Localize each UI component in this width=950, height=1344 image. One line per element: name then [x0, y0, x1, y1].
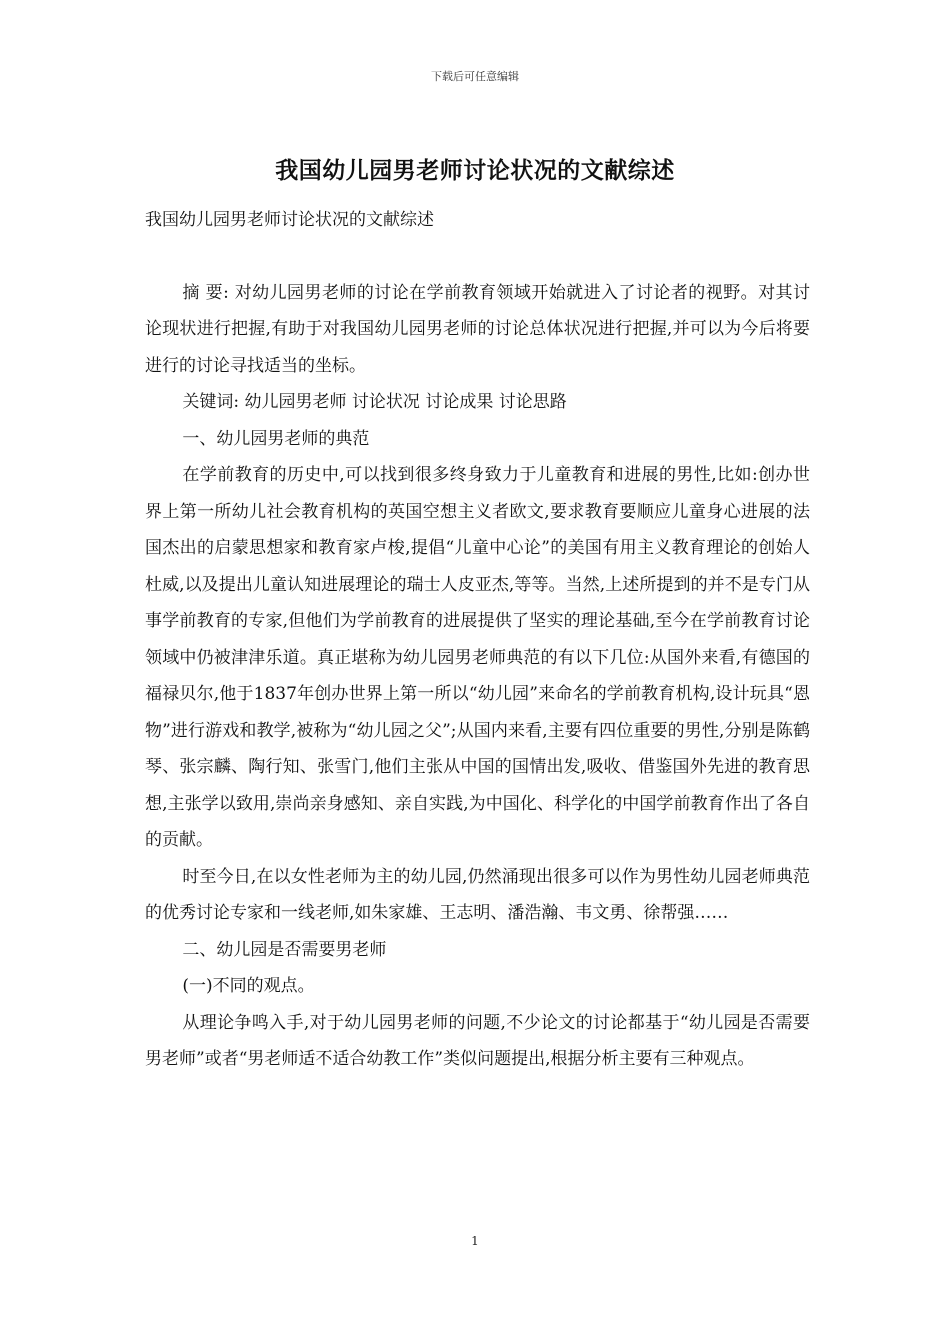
keywords-line: 关键词: 幼儿园男老师 讨论状况 讨论成果 讨论思路 — [182, 392, 567, 412]
section1-paragraph-1: 在学前教育的历史中,可以找到很多终身致力于儿童教育和进展的男性,比如:创办世界上第一所幼儿社会教育机构的英国空想主义者欧文,要求教育要顺应儿童身心进展的法国杰出的启蒙思想家和教育家卢梭,提倡“儿童中心论”的美国有用主义教育理论的创始人杜威,以及提出儿童认知进展理论的瑞士人皮亚杰,等等。当然,上述所提到的并不是专门从事学前教育的专家,但他们为学前教育的进展提供了坚实的理论基础,至今在学前教育讨论领域中仍被津津乐道。真正堪称为幼儿园男老师典范的有以下几位:从国外来看,有德国的福禄贝尔,他于1837年创办世界上第一所以“幼儿园”来命名的学前教育机构,设计玩具“恩物”进行游戏和教学,被称为“幼儿园之父”;从国内来看,主要有四位重要的男性,分别是陈鹤琴、张宗麟、陶行知、张雪门,他们主张从中国的国情出发,吸收、借鉴国外先进的教育思想,主张学以致用,崇尚亲身感知、亲自实践,为中国化、科学化的中国学前教育作出了各自的贡献。 — [145, 465, 810, 850]
document-body — [145, 202, 810, 1078]
document-subtitle: 我国幼儿园男老师讨论状况的文献综述 — [145, 210, 434, 230]
header-note: 下载后可任意编辑 — [431, 70, 519, 83]
section2-subheading-1: (一)不同的观点。 — [182, 976, 315, 996]
document-title: 我国幼儿园男老师讨论状况的文献综述 — [275, 157, 675, 184]
section2-paragraph-1: 从理论争鸣入手,对于幼儿园男老师的问题,不少论文的讨论都基于“幼儿园是否需要男老师”或者“男老师适不适合幼教工作”类似问题提出,根据分析主要有三种观点。 — [145, 1012, 810, 1069]
abstract-paragraph: 摘 要: 对幼儿园男老师的讨论在学前教育领域开始就进入了讨论者的视野。对其讨论现状进行把握,有助于对我国幼儿园男老师的讨论总体状况进行把握,并可以为今后将要进行的讨论寻找适当的坐标。 — [145, 282, 810, 376]
section-heading-2: 二、幼儿园是否需要男老师 — [182, 939, 387, 960]
section1-paragraph-2: 时至今日,在以女性老师为主的幼儿园,仍然涌现出很多可以作为男性幼儿园老师典范的优秀讨论专家和一线老师,如朱家雄、王志明、潘浩瀚、韦文勇、徐帮强…… — [145, 866, 810, 923]
section-heading-1: 一、幼儿园男老师的典范 — [182, 428, 370, 449]
page-number: 1 — [471, 1234, 479, 1248]
